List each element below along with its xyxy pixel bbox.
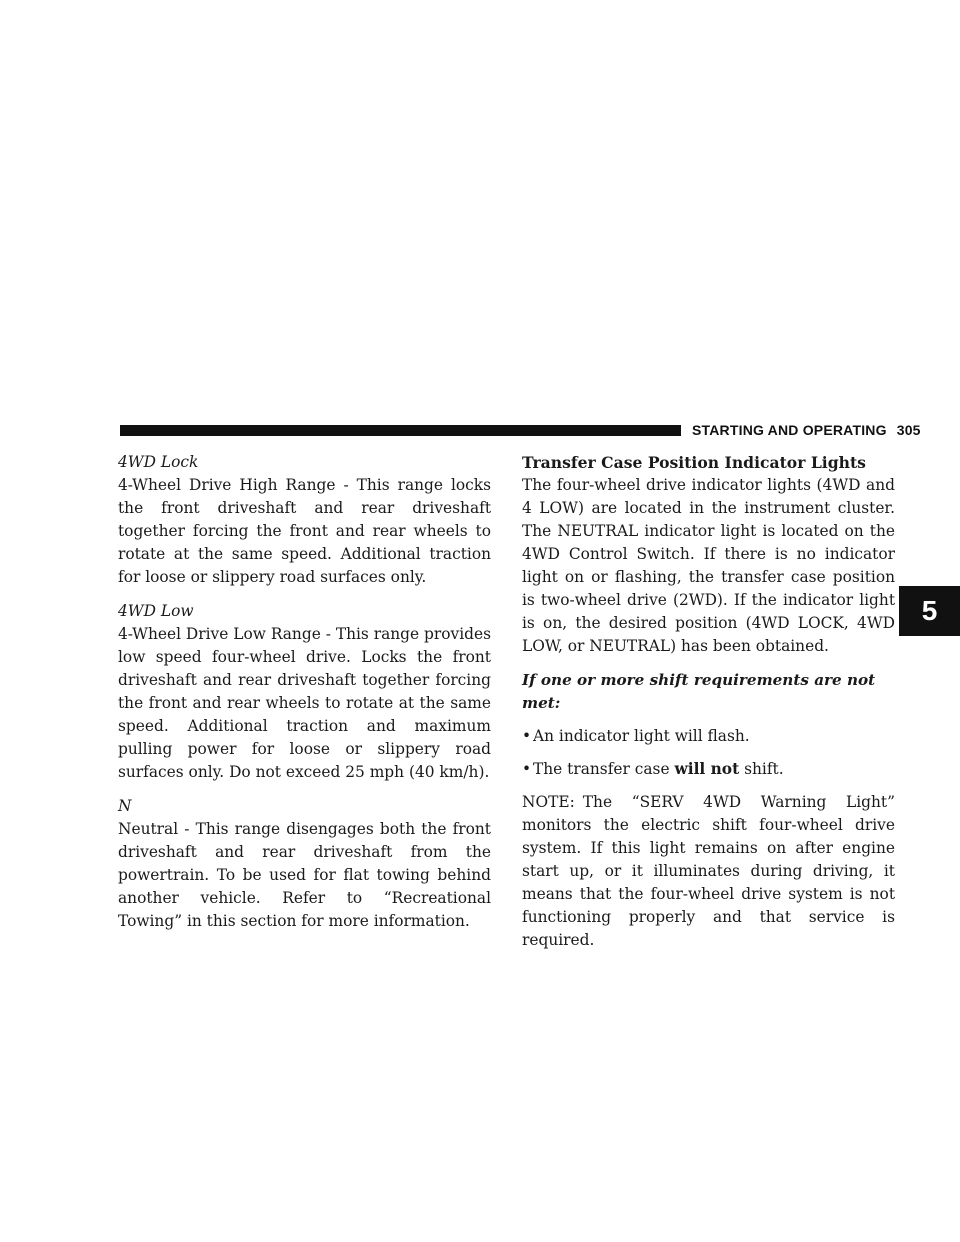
right-column xyxy=(522,451,895,963)
note-label: NOTE: xyxy=(522,793,575,811)
note-paragraph xyxy=(522,791,895,952)
left-column xyxy=(118,451,491,944)
chapter-tab: 5 xyxy=(899,586,960,636)
requirements-subheading: If one or more shift requirements are not met: xyxy=(522,671,876,712)
intro-paragraph: The four-wheel drive indicator lights (4WD and 4 LOW) are located in the instrument cluster. The NEUTRAL indicator light is located on the 4WD Control Switch. If there is no indicator light on or flashing, the transfer case position is two-wheel drive (2WD). If the indicator light is on, the desired position (4WD LOCK, 4WD LOW, or NEUTRAL) has been obtained. xyxy=(522,476,895,655)
bullet-text-end: shift. xyxy=(744,760,784,778)
bullet-text: An indicator light will flash. xyxy=(533,727,750,745)
section-heading: Transfer Case Position Indicator Lights xyxy=(522,453,866,472)
paragraph-4wd-low: 4-Wheel Drive Low Range - This range provides low speed four-wheel drive. Locks the front driveshaft and rear driveshaft together forcing the front and rear wheels to rotate at the same speed. Additional traction and maximum pulling power for loose or slippery road surfaces only. Do not exceed 25 mph (40 km/h). xyxy=(118,625,491,781)
heading-neutral: N xyxy=(118,797,132,815)
bullet-text-emphasis: will not xyxy=(674,760,740,778)
note-text: The “SERV 4WD Warning Light” monitors the electric shift four-wheel drive system. If this light remains on after engine start up, or it illuminates during driving, it means that the four-wheel drive system is not functioning properly and that service is required. xyxy=(522,793,895,949)
heading-4wd-low: 4WD Low xyxy=(118,602,194,620)
running-header xyxy=(692,422,921,438)
paragraph-neutral: Neutral - This range disengages both the front driveshaft and rear driveshaft from the powertrain. To be used for flat towing behind another vehicle. Refer to “Recreational Towing” in this section for more information. xyxy=(118,820,491,930)
bullet-icon: • xyxy=(522,760,532,778)
heading-4wd-lock: 4WD Lock xyxy=(118,453,199,471)
bullet-text xyxy=(533,758,784,781)
paragraph-4wd-lock: 4-Wheel Drive High Range - This range locks the front driveshaft and rear driveshaft together forcing the front and rear wheels to rotate at the same speed. Additional traction for loose or slippery road surfaces only. xyxy=(118,476,491,586)
page-number: 305 xyxy=(896,422,921,438)
list-item xyxy=(522,725,895,748)
header-rule xyxy=(120,425,681,436)
section-title: STARTING AND OPERATING xyxy=(692,422,887,438)
bullet-icon: • xyxy=(522,727,532,745)
bullet-text-start: The transfer case xyxy=(533,760,670,778)
list-item xyxy=(522,758,895,781)
